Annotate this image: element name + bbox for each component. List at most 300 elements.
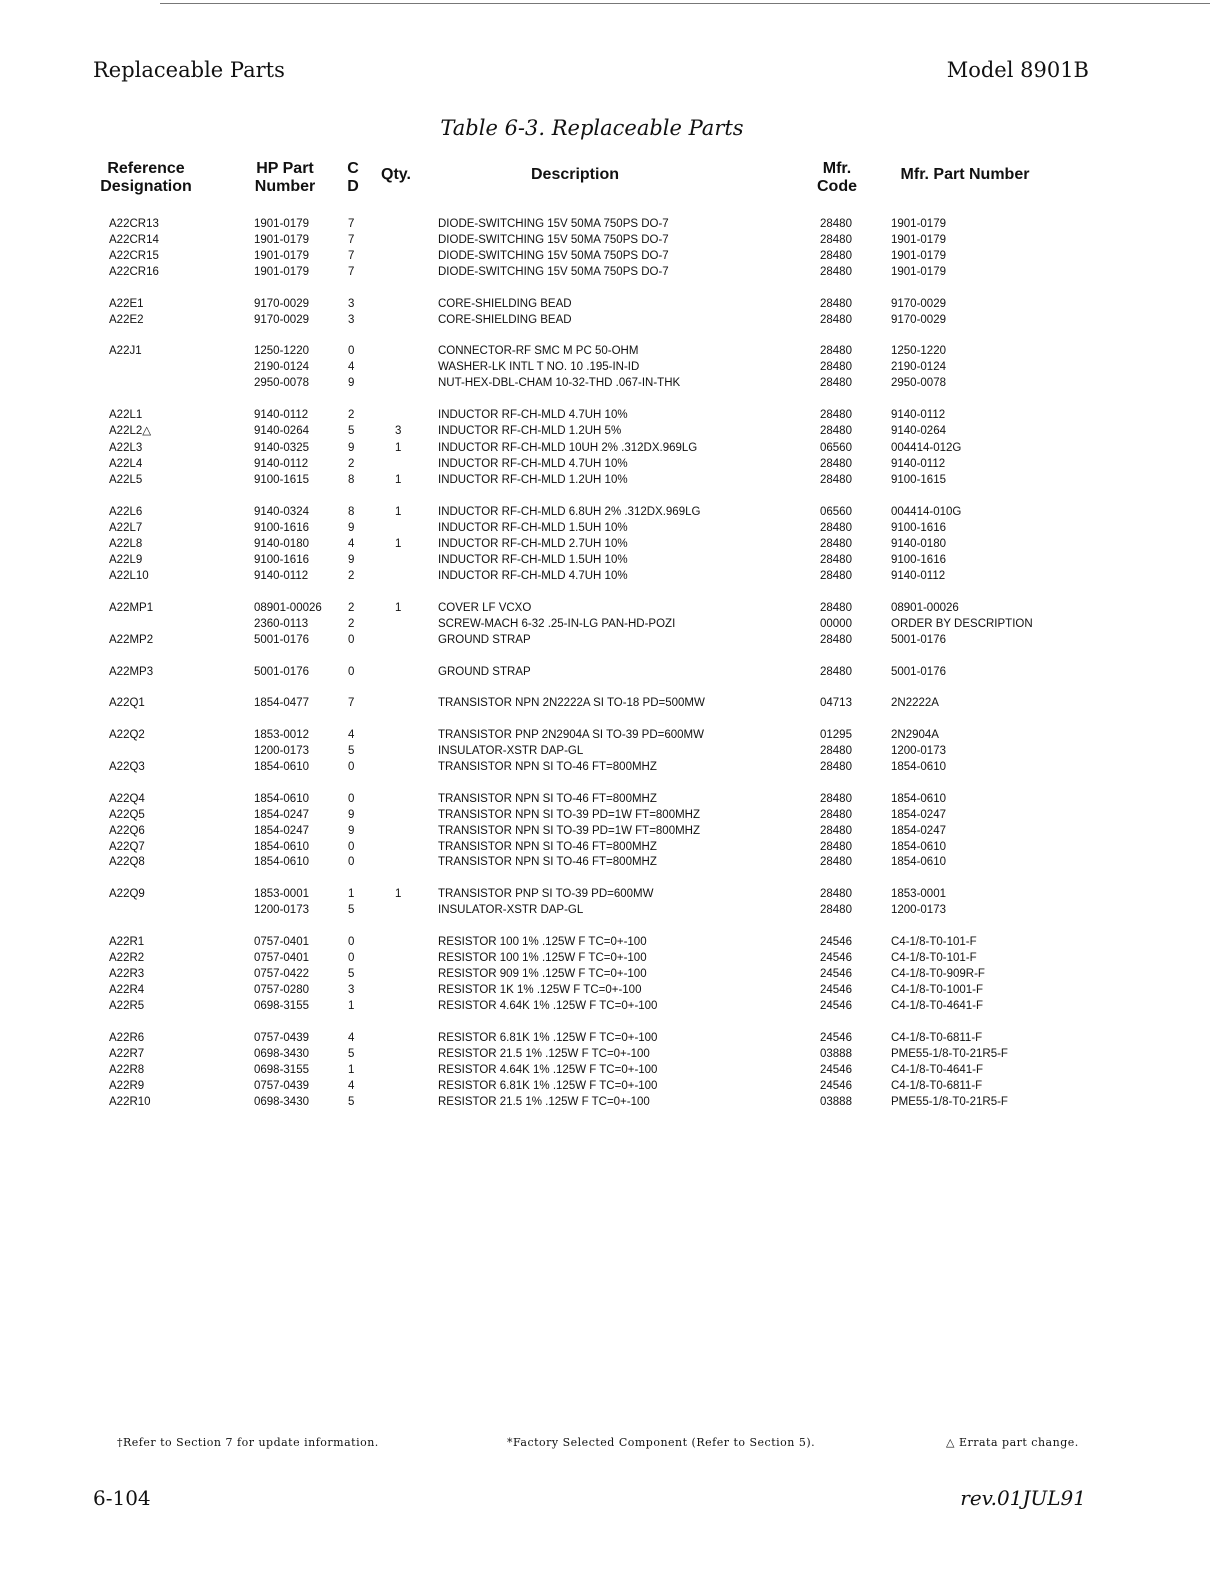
ref-designation-cell: A22L7	[109, 522, 143, 534]
table-row	[0, 695, 1229, 711]
column-header-reference-line1: Reference	[107, 160, 185, 177]
description-cell: INSULATOR-XSTR DAP-GL	[438, 745, 584, 757]
mfr-code-cell: 28480	[820, 904, 852, 916]
mfr-code-cell: 00000	[820, 618, 852, 630]
ref-designation-cell: A22MP2	[109, 634, 154, 646]
section-header: Replaceable Parts	[93, 58, 285, 82]
cd-digit-cell: 7	[348, 218, 355, 230]
description-cell: DIODE-SWITCHING 15V 50MA 750PS DO-7	[438, 218, 669, 230]
mfr-code-cell: 28480	[820, 250, 852, 262]
mfr-part-number-cell: C4-1/8-T0-101-F	[891, 936, 977, 948]
mfr-part-number-cell: 1901-0179	[891, 250, 946, 262]
ref-designation-cell: A22R8	[109, 1064, 145, 1076]
hp-part-number-cell: 2190-0124	[254, 361, 309, 373]
cd-digit-cell: 5	[348, 1096, 355, 1108]
table-row	[0, 1046, 1229, 1062]
hp-part-number-cell: 0757-0439	[254, 1080, 309, 1092]
table-row	[0, 902, 1229, 918]
cd-digit-cell: 0	[348, 841, 355, 853]
ref-designation-cell: A22E1	[109, 298, 144, 310]
cd-digit-cell: 9	[348, 809, 355, 821]
hp-part-number-cell: 1854-0247	[254, 825, 309, 837]
mfr-part-number-cell: C4-1/8-T0-4641-F	[891, 1000, 984, 1012]
cd-digit-cell: 7	[348, 250, 355, 262]
hp-part-number-cell: 9140-0264	[254, 425, 309, 437]
ref-designation-cell: A22MP3	[109, 666, 154, 678]
ref-designation-cell: A22L4	[109, 458, 143, 470]
ref-designation-cell: A22R6	[109, 1032, 145, 1044]
mfr-code-cell: 24546	[820, 1032, 852, 1044]
hp-part-number-cell: 1854-0610	[254, 841, 309, 853]
cd-digit-cell: 9	[348, 825, 355, 837]
mfr-part-number-cell: 1901-0179	[891, 218, 946, 230]
cd-digit-cell: 7	[348, 266, 355, 278]
mfr-code-cell: 28480	[820, 745, 852, 757]
description-cell: TRANSISTOR PNP 2N2904A SI TO-39 PD=600MW	[438, 729, 704, 741]
mfr-part-number-cell: 1200-0173	[891, 904, 946, 916]
description-cell: TRANSISTOR NPN SI TO-39 PD=1W FT=800MHZ	[438, 825, 701, 837]
table-row	[0, 791, 1229, 807]
hp-part-number-cell: 9140-0112	[254, 458, 309, 470]
hp-part-number-cell: 0698-3430	[254, 1096, 309, 1108]
mfr-part-number-cell: 2N2222A	[891, 697, 939, 709]
mfr-part-number-cell: C4-1/8-T0-6811-F	[891, 1032, 983, 1044]
description-cell: TRANSISTOR NPN SI TO-46 FT=800MHZ	[438, 841, 657, 853]
hp-part-number-cell: 1854-0247	[254, 809, 309, 821]
description-cell: RESISTOR 100 1% .125W F TC=0+-100	[438, 936, 647, 948]
ref-designation-cell: A22Q5	[109, 809, 145, 821]
hp-part-number-cell: 0757-0401	[254, 952, 309, 964]
mfr-part-number-cell: PME55-1/8-T0-21R5-F	[891, 1048, 1008, 1060]
hp-part-number-cell: 0757-0439	[254, 1032, 309, 1044]
description-cell: TRANSISTOR NPN SI TO-46 FT=800MHZ	[438, 761, 657, 773]
hp-part-number-cell: 2950-0078	[254, 377, 309, 389]
mfr-code-cell: 28480	[820, 602, 852, 614]
hp-part-number-cell: 1250-1220	[254, 345, 309, 357]
ref-designation-cell: A22Q1	[109, 697, 145, 709]
ref-designation-cell: A22Q8	[109, 856, 145, 868]
description-cell: INDUCTOR RF-CH-MLD 6.8UH 2% .312DX.969LG	[438, 506, 701, 518]
description-cell: RESISTOR 6.81K 1% .125W F TC=0+-100	[438, 1032, 658, 1044]
mfr-code-cell: 24546	[820, 968, 852, 980]
ref-designation-cell: A22Q6	[109, 825, 145, 837]
mfr-part-number-cell: 2N2904A	[891, 729, 939, 741]
ref-designation-cell: A22L9	[109, 554, 143, 566]
description-cell: CONNECTOR-RF SMC M PC 50-OHM	[438, 345, 639, 357]
table-row	[0, 472, 1229, 488]
mfr-code-cell: 03888	[820, 1096, 852, 1108]
mfr-code-cell: 28480	[820, 409, 852, 421]
cd-digit-cell: 5	[348, 425, 355, 437]
cd-digit-cell: 4	[348, 361, 355, 373]
cd-digit-cell: 5	[348, 968, 355, 980]
mfr-part-number-cell: C4-1/8-T0-1001-F	[891, 984, 984, 996]
mfr-part-number-cell: 9140-0112	[891, 458, 946, 470]
model-header: Model 8901B	[946, 58, 1089, 82]
ref-designation-cell: A22R7	[109, 1048, 145, 1060]
description-cell: RESISTOR 100 1% .125W F TC=0+-100	[438, 952, 647, 964]
footnote-errata: △ Errata part change.	[946, 1436, 1079, 1449]
cd-digit-cell: 0	[348, 856, 355, 868]
hp-part-number-cell: 9100-1615	[254, 474, 309, 486]
hp-part-number-cell: 1853-0001	[254, 888, 309, 900]
hp-part-number-cell: 1854-0610	[254, 856, 309, 868]
cd-digit-cell: 3	[348, 314, 355, 326]
table-row	[0, 854, 1229, 870]
description-cell: RESISTOR 909 1% .125W F TC=0+-100	[438, 968, 647, 980]
cd-digit-cell: 0	[348, 936, 355, 948]
table-row	[0, 743, 1229, 759]
ref-designation-cell: A22Q2	[109, 729, 145, 741]
table-row	[0, 407, 1229, 423]
mfr-code-cell: 24546	[820, 984, 852, 996]
ref-designation-cell: A22R2	[109, 952, 145, 964]
ref-designation-cell: A22L10	[109, 570, 149, 582]
hp-part-number-cell: 0757-0280	[254, 984, 309, 996]
mfr-code-cell: 28480	[820, 298, 852, 310]
ref-designation-cell: A22CR13	[109, 218, 159, 230]
table-row	[0, 1094, 1229, 1110]
description-cell: GROUND STRAP	[438, 666, 531, 678]
column-header-cd-line2: D	[347, 178, 359, 195]
cd-digit-cell: 2	[348, 618, 355, 630]
mfr-part-number-cell: 9140-0112	[891, 570, 946, 582]
description-cell: INDUCTOR RF-CH-MLD 1.5UH 10%	[438, 522, 628, 534]
table-row	[0, 1062, 1229, 1078]
cd-digit-cell: 0	[348, 761, 355, 773]
description-cell: COVER LF VCXO	[438, 602, 532, 614]
description-cell: WASHER-LK INTL T NO. 10 .195-IN-ID	[438, 361, 640, 373]
mfr-part-number-cell: 1854-0610	[891, 856, 946, 868]
mfr-code-cell: 28480	[820, 458, 852, 470]
description-cell: DIODE-SWITCHING 15V 50MA 750PS DO-7	[438, 250, 669, 262]
cd-digit-cell: 5	[348, 745, 355, 757]
mfr-code-cell: 28480	[820, 361, 852, 373]
qty-cell: 1	[395, 888, 402, 900]
hp-part-number-cell: 0698-3430	[254, 1048, 309, 1060]
mfr-code-cell: 28480	[820, 538, 852, 550]
hp-part-number-cell: 5001-0176	[254, 666, 309, 678]
qty-cell: 1	[395, 506, 402, 518]
mfr-part-number-cell: 1854-0247	[891, 825, 946, 837]
mfr-part-number-cell: 004414-012G	[891, 442, 962, 454]
table-title: Table 6-3. Replaceable Parts	[440, 116, 744, 140]
mfr-part-number-cell: 1854-0610	[891, 793, 946, 805]
mfr-code-cell: 04713	[820, 697, 852, 709]
hp-part-number-cell: 9170-0029	[254, 314, 309, 326]
description-cell: RESISTOR 4.64K 1% .125W F TC=0+-100	[438, 1064, 658, 1076]
ref-designation-cell: A22L8	[109, 538, 143, 550]
table-row	[0, 632, 1229, 648]
mfr-code-cell: 28480	[820, 218, 852, 230]
mfr-part-number-cell: 9100-1616	[891, 522, 946, 534]
column-header-mfr-code-line1: Mfr.	[822, 160, 852, 177]
mfr-code-cell: 28480	[820, 425, 852, 437]
cd-digit-cell: 9	[348, 554, 355, 566]
table-row	[0, 966, 1229, 982]
table-row	[0, 312, 1229, 328]
table-row	[0, 934, 1229, 950]
ref-designation-cell: A22MP1	[109, 602, 154, 614]
ref-designation-cell: A22Q9	[109, 888, 145, 900]
mfr-part-number-cell: 9140-0112	[891, 409, 946, 421]
mfr-part-number-cell: 2190-0124	[891, 361, 946, 373]
cd-digit-cell: 4	[348, 1032, 355, 1044]
mfr-code-cell: 24546	[820, 1000, 852, 1012]
table-row	[0, 375, 1229, 391]
mfr-part-number-cell: 2950-0078	[891, 377, 946, 389]
mfr-code-cell: 28480	[820, 841, 852, 853]
hp-part-number-cell: 2360-0113	[254, 618, 309, 630]
mfr-code-cell: 28480	[820, 234, 852, 246]
column-header-hp-part-line1: HP Part	[256, 160, 314, 177]
cd-digit-cell: 0	[348, 666, 355, 678]
mfr-part-number-cell: 9100-1615	[891, 474, 946, 486]
mfr-code-cell: 28480	[820, 570, 852, 582]
cd-digit-cell: 4	[348, 538, 355, 550]
qty-cell: 1	[395, 538, 402, 550]
table-row	[0, 727, 1229, 743]
description-cell: DIODE-SWITCHING 15V 50MA 750PS DO-7	[438, 234, 669, 246]
mfr-part-number-cell: 1250-1220	[891, 345, 946, 357]
cd-digit-cell: 4	[348, 1080, 355, 1092]
table-row	[0, 886, 1229, 902]
mfr-part-number-cell: 5001-0176	[891, 666, 946, 678]
hp-part-number-cell: 1901-0179	[254, 250, 309, 262]
hp-part-number-cell: 1854-0477	[254, 697, 309, 709]
description-cell: INDUCTOR RF-CH-MLD 1.2UH 10%	[438, 474, 628, 486]
table-row	[0, 504, 1229, 520]
mfr-code-cell: 28480	[820, 522, 852, 534]
ref-designation-cell: A22L3	[109, 442, 143, 454]
column-header-mfr-code-line2: Code	[817, 178, 857, 195]
table-row	[0, 839, 1229, 855]
mfr-part-number-cell: 1901-0179	[891, 266, 946, 278]
ref-designation-cell: A22L2△	[109, 425, 152, 437]
cd-digit-cell: 2	[348, 458, 355, 470]
mfr-code-cell: 01295	[820, 729, 852, 741]
qty-cell: 3	[395, 425, 402, 437]
ref-designation-cell: A22R5	[109, 1000, 145, 1012]
mfr-code-cell: 24546	[820, 936, 852, 948]
mfr-part-number-cell: 9170-0029	[891, 314, 946, 326]
table-row	[0, 664, 1229, 680]
table-row	[0, 616, 1229, 632]
ref-designation-cell: A22L1	[109, 409, 143, 421]
description-cell: INDUCTOR RF-CH-MLD 1.5UH 10%	[438, 554, 628, 566]
column-header-hp-part-line2: Number	[254, 178, 316, 195]
mfr-part-number-cell: C4-1/8-T0-6811-F	[891, 1080, 983, 1092]
mfr-code-cell: 28480	[820, 888, 852, 900]
mfr-code-cell: 28480	[820, 793, 852, 805]
description-cell: RESISTOR 1K 1% .125W F TC=0+-100	[438, 984, 642, 996]
cd-digit-cell: 5	[348, 904, 355, 916]
cd-digit-cell: 9	[348, 377, 355, 389]
table-row	[0, 248, 1229, 264]
cd-digit-cell: 1	[348, 1064, 355, 1076]
table-row	[0, 759, 1229, 775]
ref-designation-cell: A22Q7	[109, 841, 145, 853]
hp-part-number-cell: 9140-0180	[254, 538, 309, 550]
mfr-code-cell: 28480	[820, 345, 852, 357]
table-row	[0, 552, 1229, 568]
qty-cell: 1	[395, 602, 402, 614]
description-cell: DIODE-SWITCHING 15V 50MA 750PS DO-7	[438, 266, 669, 278]
cd-digit-cell: 3	[348, 984, 355, 996]
table-row	[0, 232, 1229, 248]
mfr-part-number-cell: 1854-0247	[891, 809, 946, 821]
hp-part-number-cell: 9140-0112	[254, 570, 309, 582]
ref-designation-cell: A22CR15	[109, 250, 159, 262]
hp-part-number-cell: 9100-1616	[254, 554, 309, 566]
table-row	[0, 823, 1229, 839]
description-cell: INDUCTOR RF-CH-MLD 2.7UH 10%	[438, 538, 628, 550]
cd-digit-cell: 2	[348, 602, 355, 614]
table-row	[0, 296, 1229, 312]
table-row	[0, 536, 1229, 552]
mfr-code-cell: 28480	[820, 856, 852, 868]
cd-digit-cell: 0	[348, 793, 355, 805]
mfr-code-cell: 28480	[820, 377, 852, 389]
description-cell: RESISTOR 21.5 1% .125W F TC=0+-100	[438, 1096, 650, 1108]
mfr-part-number-cell: 9100-1616	[891, 554, 946, 566]
table-row	[0, 1078, 1229, 1094]
cd-digit-cell: 4	[348, 729, 355, 741]
hp-part-number-cell: 1901-0179	[254, 266, 309, 278]
table-row	[0, 423, 1229, 439]
table-row	[0, 982, 1229, 998]
table-row	[0, 1030, 1229, 1046]
hp-part-number-cell: 9170-0029	[254, 298, 309, 310]
table-row	[0, 440, 1229, 456]
mfr-code-cell: 03888	[820, 1048, 852, 1060]
mfr-code-cell: 28480	[820, 266, 852, 278]
mfr-code-cell: 28480	[820, 761, 852, 773]
footnote-factory-selected: *Factory Selected Component (Refer to Section 5).	[507, 1436, 816, 1449]
mfr-part-number-cell: 1200-0173	[891, 745, 946, 757]
cd-digit-cell: 0	[348, 345, 355, 357]
mfr-part-number-cell: 1854-0610	[891, 761, 946, 773]
mfr-part-number-cell: 9170-0029	[891, 298, 946, 310]
hp-part-number-cell: 9140-0112	[254, 409, 309, 421]
mfr-code-cell: 28480	[820, 554, 852, 566]
mfr-code-cell: 24546	[820, 1064, 852, 1076]
description-cell: INDUCTOR RF-CH-MLD 10UH 2% .312DX.969LG	[438, 442, 698, 454]
mfr-part-number-cell: 1901-0179	[891, 234, 946, 246]
table-row	[0, 264, 1229, 280]
cd-digit-cell: 1	[348, 1000, 355, 1012]
description-cell: TRANSISTOR PNP SI TO-39 PD=600MW	[438, 888, 654, 900]
hp-part-number-cell: 9140-0325	[254, 442, 309, 454]
description-cell: RESISTOR 21.5 1% .125W F TC=0+-100	[438, 1048, 650, 1060]
description-cell: TRANSISTOR NPN SI TO-39 PD=1W FT=800MHZ	[438, 809, 701, 821]
cd-digit-cell: 0	[348, 952, 355, 964]
description-cell: RESISTOR 6.81K 1% .125W F TC=0+-100	[438, 1080, 658, 1092]
cd-digit-cell: 3	[348, 298, 355, 310]
hp-part-number-cell: 1901-0179	[254, 218, 309, 230]
cd-digit-cell: 5	[348, 1048, 355, 1060]
table-row	[0, 520, 1229, 536]
ref-designation-cell: A22R10	[109, 1096, 151, 1108]
qty-cell: 1	[395, 474, 402, 486]
table-row	[0, 950, 1229, 966]
hp-part-number-cell: 9140-0324	[254, 506, 309, 518]
hp-part-number-cell: 0698-3155	[254, 1064, 309, 1076]
hp-part-number-cell: 08901-00026	[254, 602, 322, 614]
hp-part-number-cell: 9100-1616	[254, 522, 309, 534]
description-cell: GROUND STRAP	[438, 634, 531, 646]
hp-part-number-cell: 1854-0610	[254, 761, 309, 773]
table-row	[0, 456, 1229, 472]
ref-designation-cell: A22L5	[109, 474, 143, 486]
column-header-mfr-part-number: Mfr. Part Number	[900, 166, 1030, 183]
mfr-part-number-cell: C4-1/8-T0-101-F	[891, 952, 977, 964]
hp-part-number-cell: 1901-0179	[254, 234, 309, 246]
description-cell: TRANSISTOR NPN SI TO-46 FT=800MHZ	[438, 856, 657, 868]
cd-digit-cell: 7	[348, 234, 355, 246]
table-row	[0, 998, 1229, 1014]
ref-designation-cell: A22Q4	[109, 793, 145, 805]
description-cell: TRANSISTOR NPN SI TO-46 FT=800MHZ	[438, 793, 657, 805]
ref-designation-cell: A22CR14	[109, 234, 159, 246]
ref-designation-cell: A22R4	[109, 984, 145, 996]
hp-part-number-cell: 5001-0176	[254, 634, 309, 646]
ref-designation-cell: A22E2	[109, 314, 144, 326]
mfr-part-number-cell: C4-1/8-T0-909R-F	[891, 968, 985, 980]
column-header-qty: Qty.	[381, 166, 411, 183]
cd-digit-cell: 9	[348, 442, 355, 454]
description-cell: CORE-SHIELDING BEAD	[438, 314, 572, 326]
ref-designation-cell: A22Q3	[109, 761, 145, 773]
table-row	[0, 216, 1229, 232]
ref-designation-cell: A22J1	[109, 345, 142, 357]
description-cell: INDUCTOR RF-CH-MLD 1.2UH 5%	[438, 425, 622, 437]
description-cell: RESISTOR 4.64K 1% .125W F TC=0+-100	[438, 1000, 658, 1012]
description-cell: INDUCTOR RF-CH-MLD 4.7UH 10%	[438, 570, 628, 582]
cd-digit-cell: 2	[348, 570, 355, 582]
description-cell: INSULATOR-XSTR DAP-GL	[438, 904, 584, 916]
cd-digit-cell: 7	[348, 697, 355, 709]
description-cell: NUT-HEX-DBL-CHAM 10-32-THD .067-IN-THK	[438, 377, 681, 389]
page-number: 6-104	[93, 1486, 151, 1510]
hp-part-number-cell: 0757-0422	[254, 968, 309, 980]
mfr-part-number-cell: C4-1/8-T0-4641-F	[891, 1064, 984, 1076]
mfr-part-number-cell: 1853-0001	[891, 888, 946, 900]
column-header-description: Description	[530, 166, 619, 183]
table-row	[0, 600, 1229, 616]
description-cell: CORE-SHIELDING BEAD	[438, 298, 572, 310]
mfr-code-cell: 24546	[820, 952, 852, 964]
mfr-code-cell: 06560	[820, 506, 852, 518]
mfr-code-cell: 28480	[820, 474, 852, 486]
table-row	[0, 568, 1229, 584]
mfr-code-cell: 28480	[820, 825, 852, 837]
mfr-code-cell: 06560	[820, 442, 852, 454]
footnote-update-info: †Refer to Section 7 for update information.	[117, 1436, 379, 1449]
mfr-code-cell: 28480	[820, 634, 852, 646]
ref-designation-cell: A22CR16	[109, 266, 159, 278]
mfr-part-number-cell: 1854-0610	[891, 841, 946, 853]
hp-part-number-cell: 0698-3155	[254, 1000, 309, 1012]
cd-digit-cell: 8	[348, 474, 355, 486]
qty-cell: 1	[395, 442, 402, 454]
mfr-part-number-cell: 5001-0176	[891, 634, 946, 646]
mfr-code-cell: 28480	[820, 666, 852, 678]
cd-digit-cell: 9	[348, 522, 355, 534]
description-cell: INDUCTOR RF-CH-MLD 4.7UH 10%	[438, 409, 628, 421]
column-header-reference-line2: Designation	[100, 178, 192, 195]
description-cell: TRANSISTOR NPN 2N2222A SI TO-18 PD=500MW	[438, 697, 705, 709]
